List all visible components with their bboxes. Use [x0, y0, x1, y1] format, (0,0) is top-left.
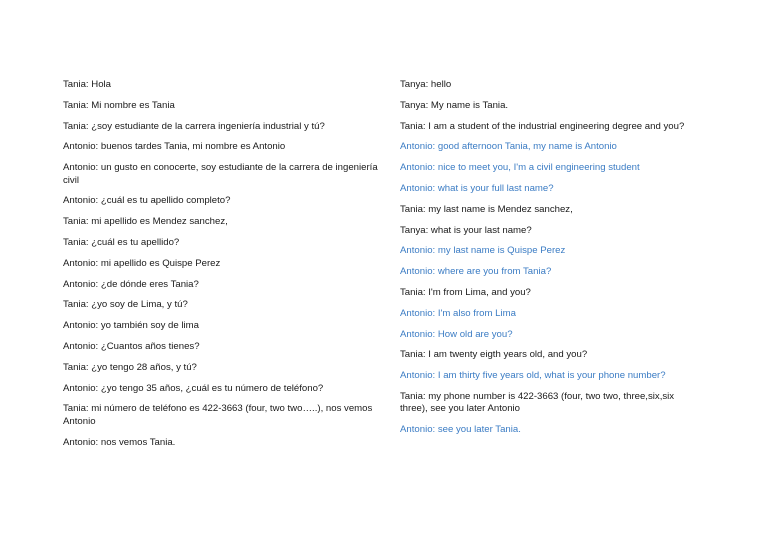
spanish-dialogue-line: Tania: Mi nombre es Tania	[63, 99, 175, 111]
english-dialogue-line: Tania: I am a student of the industrial engineering degree and you?	[400, 120, 685, 132]
english-dialogue-line: Antonio: good afternoon Tania, my name is Antonio	[400, 141, 617, 153]
spanish-dialogue-line: Tania: mi apellido es Mendez sanchez,	[63, 216, 228, 228]
english-dialogue-line: Tanya: what is your last name?	[400, 224, 532, 236]
english-dialogue-line: Tania: my last name is Mendez sanchez,	[400, 203, 573, 215]
english-dialogue-line: Antonio: nice to meet you, I'm a civil engineering student	[400, 162, 640, 174]
spanish-dialogue-line: Antonio: ¿cuál es tu apellido completo?	[63, 195, 231, 207]
spanish-dialogue-line: Tania: ¿yo tengo 28 años, y tú?	[63, 361, 197, 373]
english-dialogue-line: Antonio: I'm also from Lima	[400, 307, 516, 319]
english-dialogue-line: Tania: I am twenty eigth years old, and you?	[400, 349, 588, 361]
english-dialogue-line: Antonio: How old are you?	[400, 328, 513, 340]
english-dialogue-line: Antonio: see you later Tania.	[400, 424, 521, 436]
spanish-dialogue-line: Tania: ¿cuál es tu apellido?	[63, 237, 180, 249]
spanish-dialogue-line: Antonio: un gusto en conocerte, soy estudiante de la carrera de ingeniería civil	[63, 162, 378, 186]
spanish-dialogue-line: Antonio: nos vemos Tania.	[63, 436, 176, 448]
spanish-dialogue-line: Tania: ¿yo soy de Lima, y tú?	[63, 299, 188, 311]
english-dialogue-line: Antonio: my last name is Quispe Perez	[400, 245, 566, 257]
spanish-dialogue-line: Antonio: yo también soy de lima	[63, 320, 199, 332]
spanish-dialogue-column	[63, 79, 383, 458]
english-dialogue-line: Tania: my phone number is 422-3663 (four, two two, three,six,six three), see you later Antonio	[400, 390, 675, 415]
english-dialogue-line: Antonio: I am thirty five years old, what is your phone number?	[400, 370, 666, 382]
english-dialogue-line: Antonio: where are you from Tania?	[400, 266, 552, 278]
english-dialogue-line: Antonio: what is your full last name?	[400, 182, 554, 194]
spanish-dialogue-line: Antonio: ¿yo tengo 35 años, ¿cuál es tu número de teléfono?	[63, 382, 324, 394]
spanish-dialogue-line: Antonio: ¿Cuantos años tienes?	[63, 341, 200, 353]
spanish-dialogue-line: Antonio: ¿de dónde eres Tania?	[63, 278, 199, 290]
spanish-dialogue-line: Antonio: mi apellido es Quispe Perez	[63, 257, 221, 269]
english-dialogue-column	[400, 79, 698, 445]
spanish-dialogue-line: Tania: Hola	[63, 79, 111, 90]
spanish-dialogue-line: Antonio: buenos tardes Tania, mi nombre es Antonio	[63, 141, 286, 153]
spanish-dialogue-line: Tania: mi número de teléfono es 422-3663 (four, two two…..), nos vemos Antonio	[63, 403, 373, 427]
english-dialogue-line: Tanya: hello	[400, 79, 452, 90]
english-dialogue-line: Tania: I'm from Lima, and you?	[400, 286, 531, 298]
spanish-dialogue-line: Tania: ¿soy estudiante de la carrera ingeniería industrial y tú?	[63, 120, 325, 132]
english-dialogue-line: Tanya: My name is Tania.	[400, 99, 509, 111]
